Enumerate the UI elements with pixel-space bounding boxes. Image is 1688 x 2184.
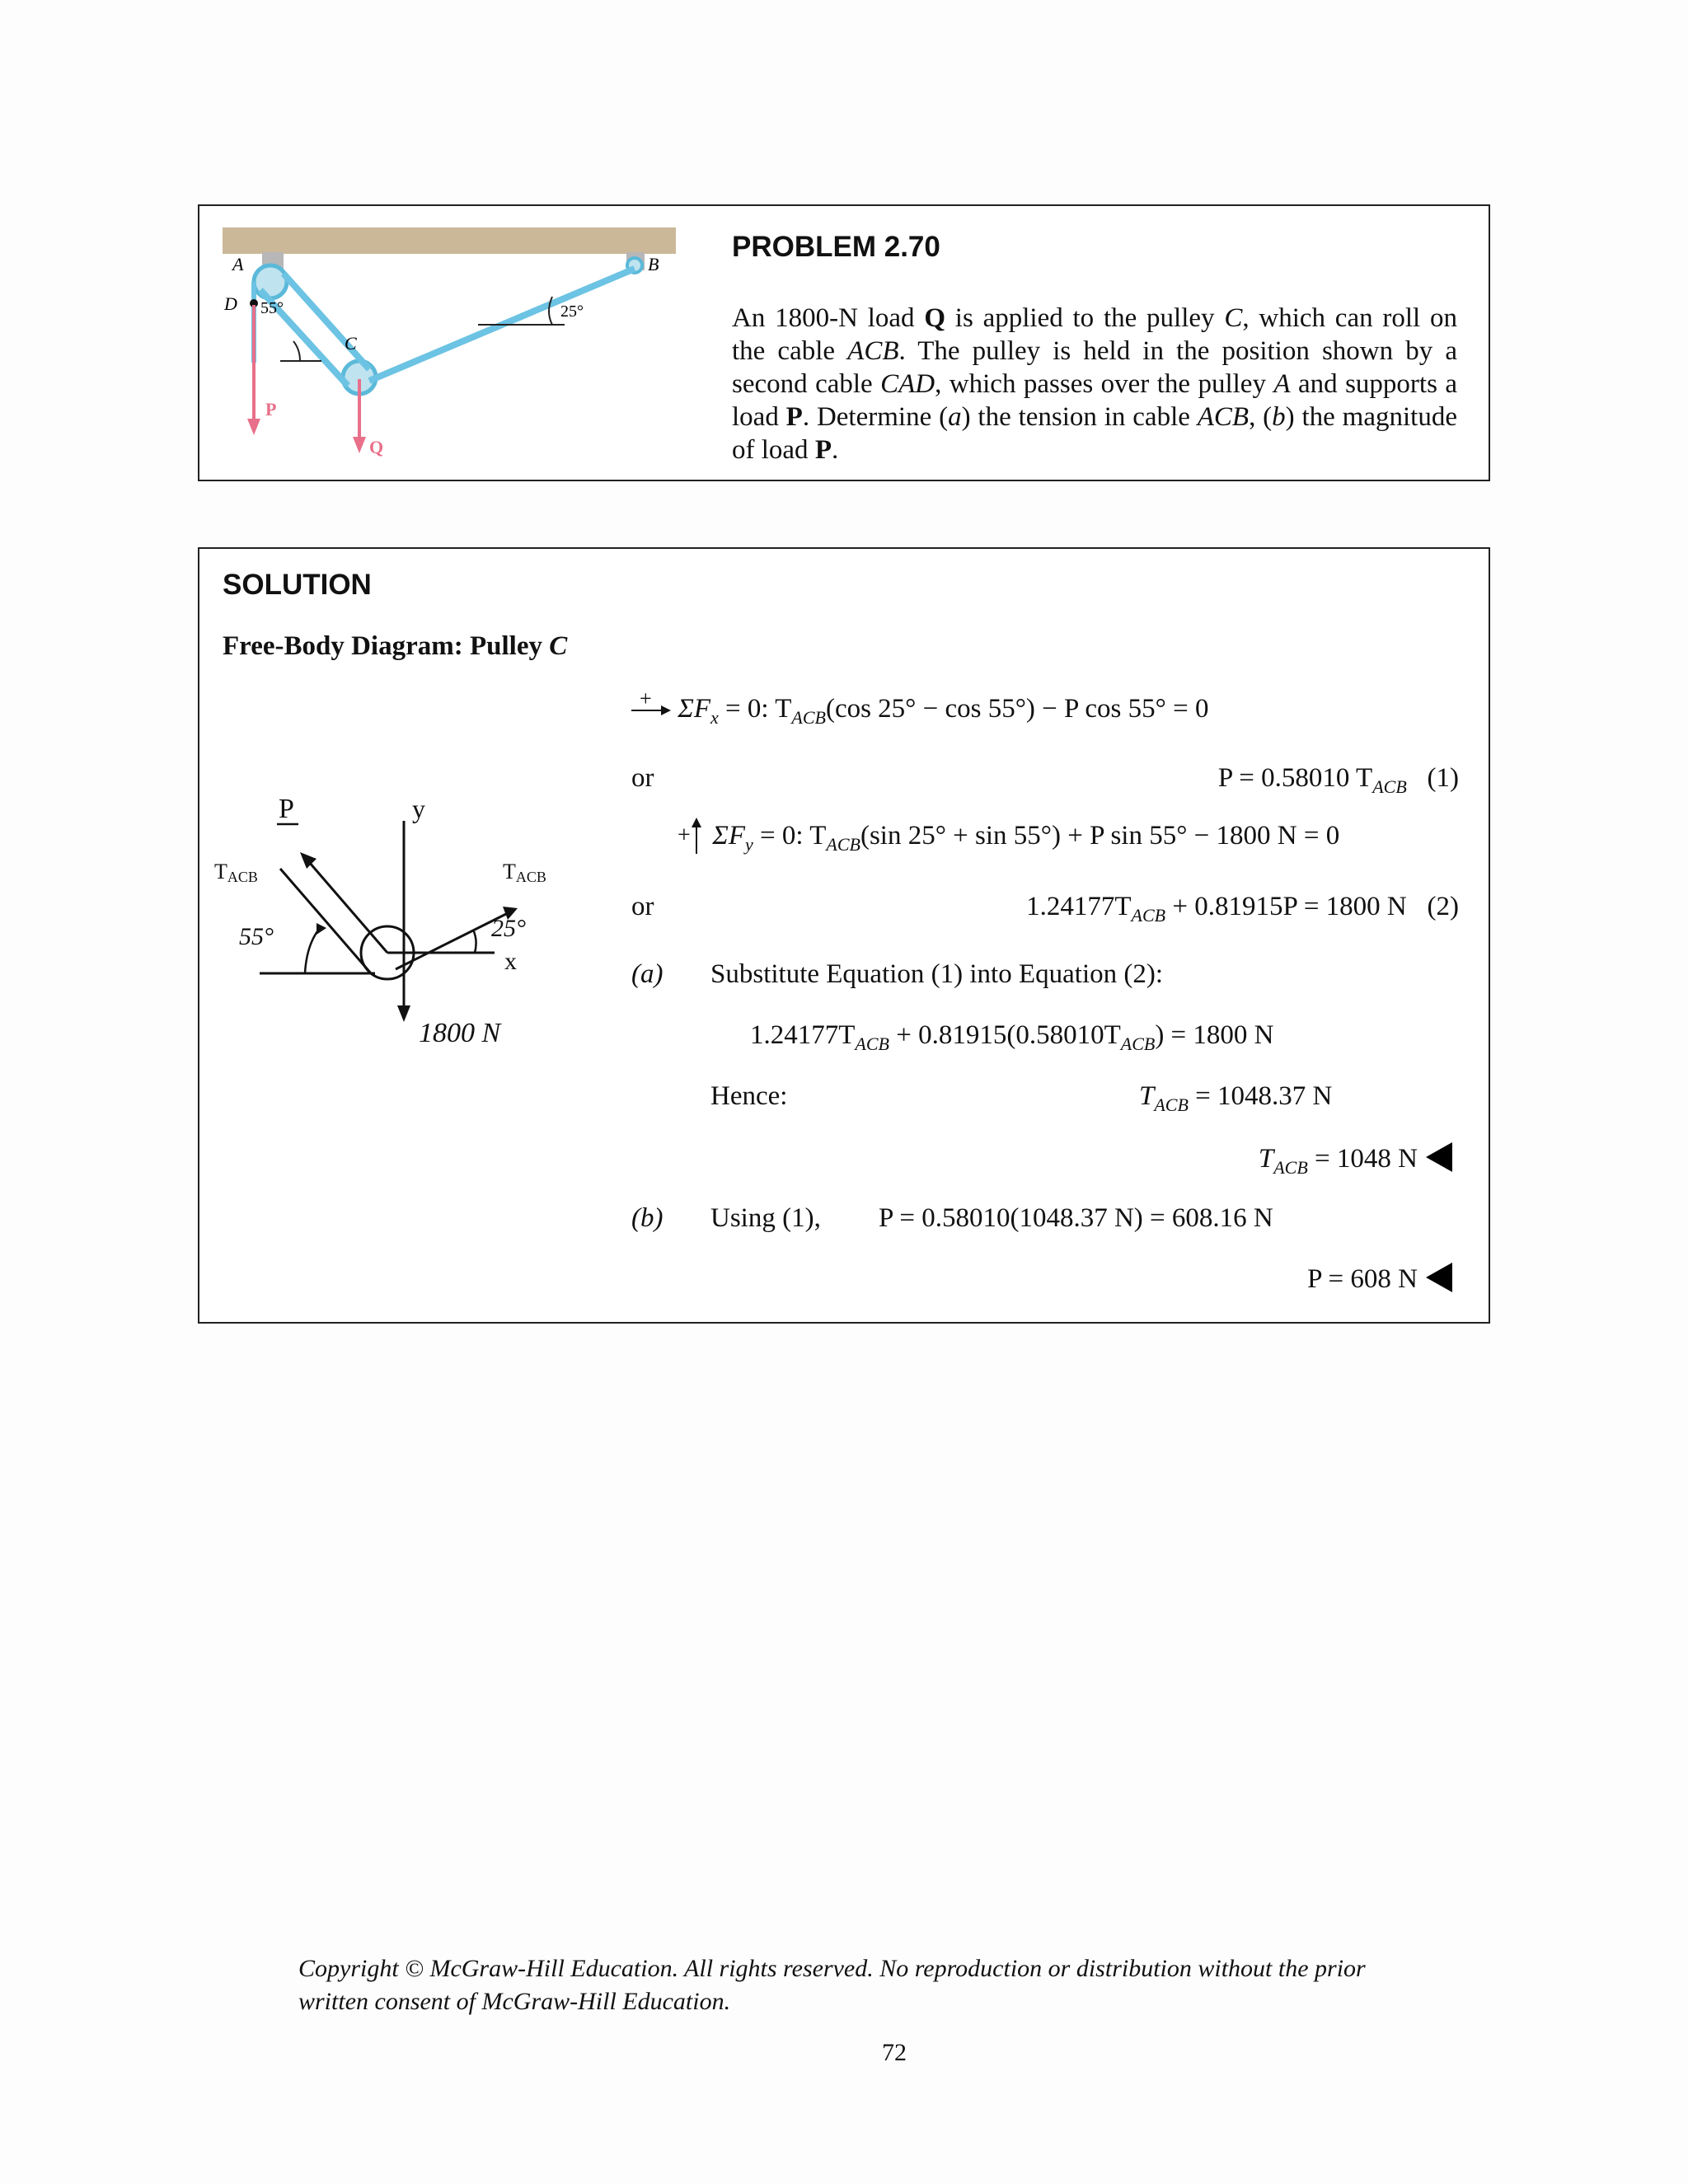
fbd-x-label: x [504, 948, 517, 975]
fbd-title [223, 631, 567, 662]
solution-heading: SOLUTION [223, 569, 372, 601]
fbd-arc-55 [305, 928, 320, 973]
fbd-angle-25: 25° [491, 915, 526, 942]
or-1: or [631, 763, 654, 793]
fbd-tacb-left-line [280, 869, 371, 973]
copyright-line-2: written consent of McGraw-Hill Education. [298, 1988, 731, 2015]
eq1b-a: P = 0.58010 T [1217, 763, 1373, 793]
eq3-b: + 0.81915(0.58010T [889, 1020, 1121, 1050]
fbd-tacb-right-t: T [503, 860, 516, 883]
equation-sum-fy [678, 821, 1339, 855]
eq4-b: = 1048.37 N [1188, 1081, 1333, 1111]
text-part: ACB [1197, 402, 1250, 432]
eq2-sub: ACB [826, 834, 860, 855]
eq1-lhs: ΣF [678, 694, 711, 724]
text-part: is applied to the pulley [945, 303, 1225, 333]
fbd-tacb-right [503, 860, 546, 885]
problem-box [198, 204, 1490, 481]
eq1-sub: ACB [791, 707, 826, 728]
label-d: D [224, 293, 237, 314]
text-part: CAD [880, 369, 935, 399]
text-part: and supports a load [732, 369, 1458, 432]
hence-label: Hence: [710, 1081, 788, 1111]
ceiling [223, 227, 676, 254]
text-part: ) the magnitude of load [732, 402, 1457, 465]
part-a-label: (a) [631, 959, 663, 989]
eq2-rest-a: = 0: T [753, 821, 827, 851]
text-part: , which can roll on the cable [732, 303, 1458, 366]
text-part: a [948, 402, 962, 432]
fbd-tacb-right-sub: ACB [515, 869, 546, 885]
eq1-rest-b: (cos 25° − cos 55°) − P cos 55° = 0 [825, 694, 1209, 724]
text-part: . The pulley is held in the position shown by a second cable [732, 336, 1457, 399]
text-part: ACB [847, 336, 899, 366]
part-a-text: Substitute Equation (1) into Equation (2): [710, 959, 1164, 989]
eq2-lhs-sub: y [745, 834, 753, 855]
ans-a-sub: ACB [1273, 1157, 1308, 1178]
solution-box [198, 547, 1490, 1324]
ans-b-value: P = 608 N [1307, 1264, 1418, 1294]
copyright-line-1: Copyright © McGraw-Hill Education. All rights reserved. No reproduction or distribution without the prior [298, 1955, 1366, 1982]
eq2b-num: (2) [1427, 892, 1459, 921]
answer-a [1259, 1142, 1452, 1179]
label-p: P [265, 399, 277, 419]
fbd-weight-label: 1800 N [419, 1018, 501, 1048]
fbd-sketch [214, 796, 577, 1068]
answer-marker-icon [1426, 1263, 1452, 1292]
fbd-weight-arrowhead [397, 1005, 410, 1022]
eq1b-num: (1) [1427, 763, 1459, 793]
up-arrow-plus-icon: + [678, 821, 706, 854]
text-part: C [1224, 303, 1243, 333]
answer-marker-icon [1426, 1142, 1452, 1172]
eq2-rest-b: (sin 25° + sin 55°) + P sin 55° − 1800 N = 0 [860, 821, 1340, 851]
eq2-lhs: ΣF [712, 821, 746, 851]
eq1-rest-a: = 0: T [718, 694, 792, 724]
equation-sum-fx [631, 687, 1209, 729]
eq3-c: ) = 1800 N [1155, 1020, 1274, 1050]
text-part: Q [924, 303, 945, 333]
label-25: 25° [560, 302, 584, 321]
text-part: . Determine ( [802, 402, 949, 432]
eq2b-sub: ACB [1131, 905, 1166, 926]
arrow-q-head [353, 437, 366, 453]
text-part: A [1273, 369, 1291, 399]
page-number: 72 [882, 2039, 907, 2066]
eq1-lhs-sub: x [710, 707, 719, 728]
cable-ac-2 [284, 274, 369, 369]
equation-1 [1218, 763, 1459, 798]
arrow-p-head [247, 419, 260, 435]
eq4-sub: ACB [1154, 1094, 1189, 1115]
text-part: P [785, 402, 803, 432]
right-arrow-plus-icon: + [631, 698, 671, 723]
fbd-arc-55-head [316, 923, 326, 935]
fbd-tacb-left [214, 860, 258, 885]
label-a: A [232, 254, 244, 274]
eq3-sub2: ACB [1120, 1033, 1156, 1054]
problem-figure [214, 223, 676, 470]
fbd-tacb-left-t: T [214, 860, 227, 883]
part-b-label: (b) [631, 1203, 663, 1233]
label-b: B [648, 254, 659, 274]
eq1b-sub: ACB [1372, 776, 1407, 797]
text-part: b [1272, 402, 1286, 432]
fbd-title-var: C [549, 631, 568, 661]
label-q: Q [369, 437, 384, 457]
or-2: or [631, 892, 654, 921]
eq2b-b: + 0.81915P = 1800 N [1165, 892, 1407, 921]
pulley-a [254, 265, 287, 298]
text-part: , ( [1249, 402, 1273, 432]
fbd-y-label: y [412, 796, 425, 823]
fbd-tacb-left-sub: ACB [227, 869, 258, 885]
text-part: . [831, 435, 839, 465]
eq3-a: 1.24177T [750, 1020, 856, 1050]
eq4-a: T [1139, 1081, 1155, 1111]
equation-4 [1139, 1081, 1332, 1116]
eq2b-a: 1.24177T [1026, 892, 1132, 921]
part-b-text: Using (1), [710, 1203, 821, 1233]
equation-2 [1026, 892, 1459, 926]
fbd-p-line [309, 862, 387, 953]
equation-5: P = 0.58010(1048.37 N) = 608.16 N [879, 1203, 1273, 1233]
equation-3 [750, 1020, 1274, 1055]
ans-a-value: = 1048 N [1307, 1144, 1418, 1174]
label-c: C [345, 333, 357, 354]
eq3-sub1: ACB [855, 1033, 889, 1054]
fbd-arc-25 [473, 930, 476, 953]
label-55: 55° [260, 299, 284, 317]
text-part: P [814, 435, 832, 465]
fbd-p-label: P [279, 796, 294, 824]
angle-arc-55 [293, 341, 300, 361]
fbd-angle-55: 55° [239, 923, 274, 950]
problem-heading: PROBLEM 2.70 [732, 231, 940, 263]
text-part: , which passes over the pulley [935, 369, 1274, 399]
text-part: An 1800-N load [732, 303, 925, 333]
ans-a-t: T [1258, 1144, 1274, 1174]
fbd-title-text: Free-Body Diagram: Pulley [223, 631, 550, 661]
text-part: ) the tension in cable [961, 402, 1198, 432]
answer-b [1307, 1263, 1452, 1295]
problem-statement [732, 302, 1457, 466]
